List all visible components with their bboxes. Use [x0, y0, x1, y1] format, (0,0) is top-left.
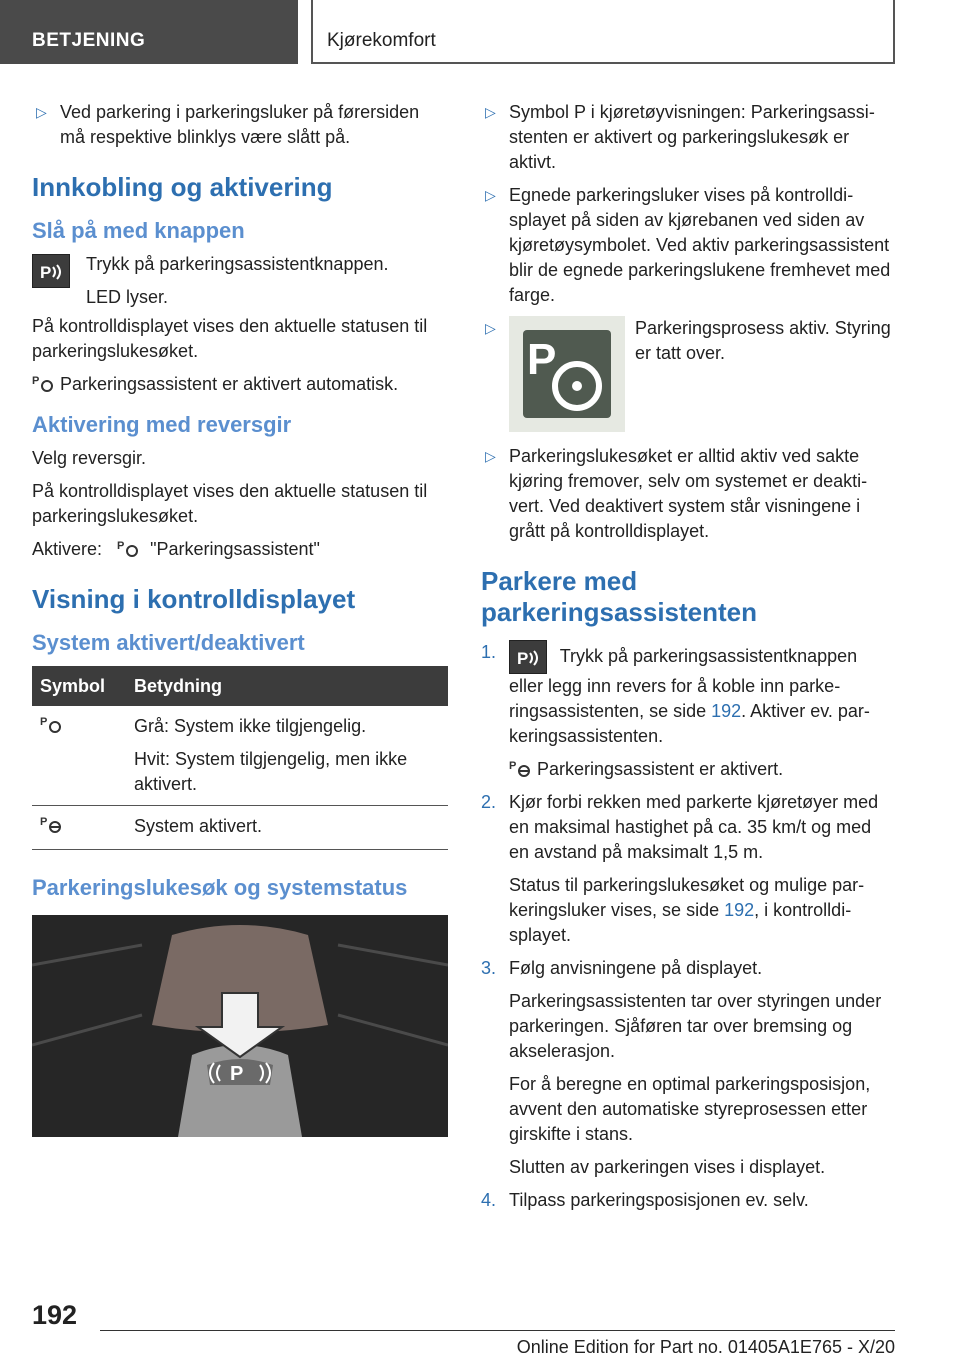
svg-text:P: P — [32, 375, 40, 387]
symbol-table — [32, 666, 448, 850]
list-item: ▷ Symbol P i kjøretøyvisningen: Parkeringsassistenten er aktivert og parkeringslukesøk er aktivt. — [485, 102, 875, 172]
parking-assistant-icon — [117, 538, 139, 558]
triangle-bullet-icon: ▷ — [485, 448, 496, 464]
page-link[interactable]: 192 — [724, 900, 755, 920]
parking-assistant-active-icon — [509, 758, 531, 778]
step-4: 4. Tilpass parkeringsposisjonen ev. selv. — [481, 1190, 809, 1210]
table-row: P Grå: System ikke tilgjengelig. Hvit: System tilgjengelig, men ikke aktivert. — [32, 706, 448, 806]
svg-text:P: P — [40, 816, 48, 828]
svg-text:P: P — [230, 1063, 244, 1085]
footer-rule — [100, 1330, 895, 1331]
heading-status: Parkeringslukesøk og systemstatus — [32, 875, 408, 900]
heading-button: Slå på med knappen — [32, 218, 245, 243]
col-symbol: Symbol — [32, 666, 126, 706]
footer-edition: Online Edition for Part no. 01405A1E765 - X/20 — [516, 1337, 895, 1357]
parking-assistant-button-icon — [509, 640, 547, 674]
parking-steering-icon — [509, 316, 625, 432]
button-instruction: P Trykk på parkeringsassistentknappen. LED lyser. — [32, 252, 448, 314]
section-tab — [0, 0, 298, 64]
chapter-title: Kjørekomfort — [327, 30, 436, 51]
parking-assistant-active-icon — [40, 814, 62, 834]
heading-visning: Visning i kontrolldisplayet — [32, 584, 356, 614]
triangle-bullet-icon: ▷ — [36, 104, 47, 120]
parking-display-image — [32, 915, 448, 1137]
svg-text:P: P — [517, 649, 529, 668]
step-3: 3. Følg anvisningene på displayet. Parkeringsassistenten tar over styringen under parkeringen. Sjåføren tar over bremsing og akselerasjon. For å beregne en optimal parkeringsposisjon, avvent den automatiske styreprosessen etter girskifte i stans. Slutten av parkeringen vises i displayet. — [481, 958, 882, 1177]
parking-assistant-button-icon — [32, 254, 70, 288]
list-item: ▷ Ved parkering i parkeringsluker på førersiden må respektive blinklys være slått på. — [36, 102, 420, 147]
svg-text:P: P — [527, 335, 557, 384]
parking-assistant-icon — [40, 714, 62, 734]
heading-reverse: Aktivering med reversgir — [32, 412, 292, 437]
svg-text:P: P — [40, 263, 52, 282]
list-item: ▷ P Parkeringsprosess aktiv. Styring er tatt over. — [481, 316, 895, 436]
table-row: P System aktivert. — [32, 806, 448, 850]
svg-text:P: P — [509, 760, 517, 772]
svg-text:P: P — [40, 716, 48, 728]
heading-parkere: Parkere med parkeringsassistenten — [481, 566, 758, 627]
triangle-bullet-icon: ▷ — [485, 320, 496, 336]
activate-line: Aktivere: P "Parkeringsassistent" — [32, 539, 320, 559]
heading-system: System aktivert/deaktivert — [32, 630, 305, 655]
triangle-bullet-icon: ▷ — [485, 187, 496, 203]
auto-line: P Parkeringsassistent er aktivert automatisk. — [32, 374, 399, 394]
col-meaning: Betydning — [126, 666, 448, 706]
section-title: BETJENING — [32, 30, 146, 51]
page-number: 192 — [32, 1300, 78, 1330]
step-2: 2. Kjør forbi rekken med parkerte kjøretøyer med en maksimal hastighet på ca. 35 km/t og med en avstand på maksimalt 1,5 m. Status til parkeringslukesøket og mulige parkeringsluker vises, se side 192, i kontrolldisplayet. — [481, 792, 879, 945]
right-column — [481, 100, 895, 1221]
chapter-tab — [311, 0, 895, 64]
heading-innkobling: Innkobling og aktivering — [32, 172, 333, 202]
svg-text:P: P — [117, 540, 125, 552]
list-item: ▷ Parkeringslukesøket er alltid aktiv ved sakte kjøring fremover, selv om systemet er deaktivert. Ved deaktivert system står visningene i grått på kontrolldisplayet. — [485, 446, 868, 541]
left-column: ▷ Ved parkering i parkeringsluker på førersiden må respektive blinklys være slått på. Innkobling og aktivering Slå på med knappen P Trykk på parkeringsassistentknappen. LED lyser. På kontrolldisplayet vises den aktuelle statusen til parkeringslukesøket. P Parkeringsassistent er aktivert automatisk. Aktivering med reversgir Velg reversgir. På kontrolldisplayet vises den aktuelle statusen til parkeringslukesøket. Aktivere: P "Parkeringsassistent" Visning i kontrolldisplayet System aktivert/deaktivert Symbol Betydning P Grå: System ikke tilgjengelig. Hvit: System tilgjengelig, men ikke aktivert. P System aktivert. Parkeringslukesøk og systemstatus P — [32, 100, 448, 1137]
step-1: 1. P Trykk på parkeringsassistentknappen eller legg inn revers for å koble inn parkeringsassistenten, se side 192. Aktiver ev. parkeringsassistenten. P Parkeringsassistent er aktivert. — [481, 642, 870, 779]
list-item: ▷ Egnede parkeringsluker vises på kontrolldisplayet på siden av kjørebanen ved siden av kjøretøysymbolet. Ved aktiv parkeringsassistent blir de egnede parkeringslukene fremhevet med farge. — [485, 185, 891, 305]
parking-assistant-icon — [32, 373, 54, 393]
page-link[interactable]: 192 — [711, 701, 742, 721]
triangle-bullet-icon: ▷ — [485, 104, 496, 120]
